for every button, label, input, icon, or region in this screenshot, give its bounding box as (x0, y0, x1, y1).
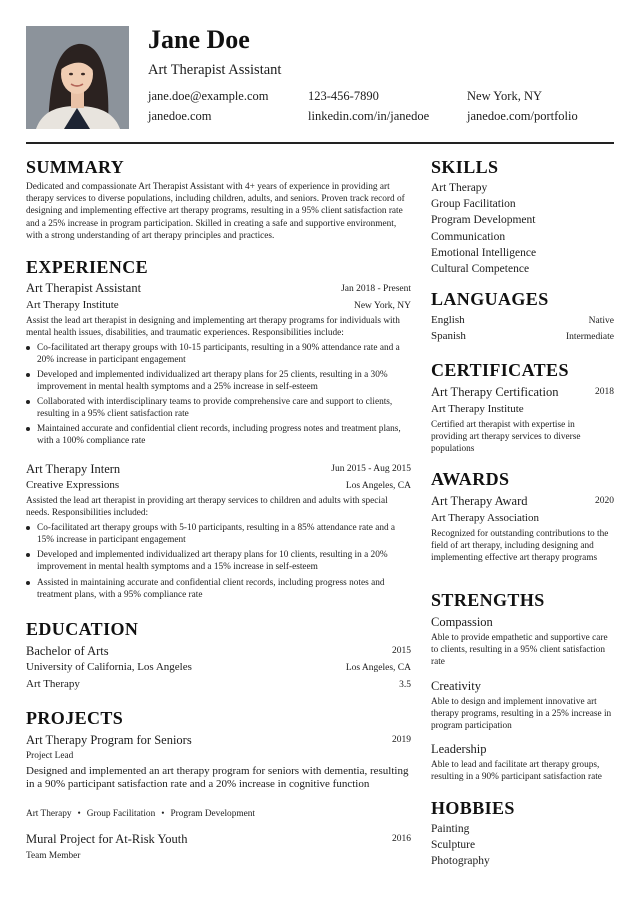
skill-item: Communication (431, 230, 506, 243)
bullet-dot-icon (26, 400, 30, 404)
bullet-dot-icon (26, 553, 30, 557)
tag-separator: • (161, 809, 165, 819)
degree-text: Bachelor of Arts (26, 644, 109, 658)
phone-text: 123-456-7890 (308, 89, 379, 103)
project-role: Team Member (26, 851, 81, 861)
job-dates: Jan 2018 - Present (341, 284, 411, 294)
project-description: Designed and implemented an art therapy program for seniors with dementia, resulting in a 90% participant satisfaction rate and a 20% increase in cognitive function (26, 765, 409, 790)
job-location: New York, NY (353, 301, 411, 311)
award-title: Art Therapy Award (431, 494, 528, 508)
candidate-title: Art Therapist Assistant (148, 62, 282, 78)
linkedin-link[interactable]: linkedin.com/in/janedoe (308, 109, 430, 123)
strength-description: Able to design and implement innovative art therapy programs, resulting in a 25% increase in program participation (431, 697, 612, 732)
hobby-item: Painting (431, 823, 470, 835)
education-heading: EDUCATION (26, 619, 139, 639)
job-title: Art Therapy Intern (26, 462, 121, 476)
certificate-title: Art Therapy Certification (431, 385, 559, 399)
location-text: New York, NY (467, 89, 543, 103)
strength-description: Able to provide empathetic and supportive care to clients, resulting in a 95% client satisfaction rate (431, 633, 608, 668)
summary-text: Dedicated and compassionate Art Therapist Assistant with 4+ years of experience in providing art therapy services to diverse populations, including children, adults, and seniors. Proven track record of designing and implementing effective art therapy programs, resulting in a 95% client satisfaction rate and a 25% increase in program participation. Skilled in creating a safe and supportive environment, with a strong understanding of art therapy principles and practices. (26, 182, 405, 241)
skills-heading: SKILLS (431, 157, 499, 177)
project-tags (26, 808, 255, 820)
strengths-heading: STRENGTHS (431, 590, 545, 610)
project-tag: Program Development (170, 809, 255, 819)
language-name: Spanish (431, 330, 466, 342)
job-location: Los Angeles, CA (345, 481, 411, 491)
strength-title: Compassion (431, 615, 493, 629)
certificates-heading: CERTIFICATES (431, 360, 569, 380)
hobbies-heading: HOBBIES (431, 798, 515, 818)
certificate-year: 2018 (595, 387, 614, 397)
job-dates: Jun 2015 - Aug 2015 (331, 464, 411, 474)
profile-photo (26, 26, 129, 129)
summary-heading: SUMMARY (26, 157, 125, 177)
awards-heading: AWARDS (431, 469, 510, 489)
skills-list (431, 180, 536, 277)
graduation-year: 2015 (392, 646, 411, 656)
website-link[interactable]: janedoe.com (148, 109, 212, 123)
bullet-dot-icon (26, 526, 30, 530)
language-level: Intermediate (565, 332, 614, 342)
skill-item: Group Facilitation (431, 198, 516, 211)
project-year: 2016 (392, 834, 411, 844)
school-name: University of California, Los Angeles (26, 661, 192, 673)
project-year: 2019 (392, 735, 411, 745)
job-organization: Creative Expressions (26, 479, 120, 491)
language-name: English (431, 314, 465, 326)
field-of-study: Art Therapy (26, 678, 80, 690)
projects-heading: PROJECTS (26, 708, 124, 728)
strength-title: Leadership (431, 742, 487, 756)
skill-item: Art Therapy (431, 182, 488, 194)
bullet-dot-icon (26, 427, 30, 431)
hobby-item: Photography (431, 855, 490, 868)
bullet-dot-icon (26, 373, 30, 377)
certificate-issuer: Art Therapy Institute (431, 403, 524, 415)
gpa-value: 3.5 (399, 680, 411, 690)
candidate-name: Jane Doe (148, 25, 250, 54)
language-level: Native (588, 316, 614, 326)
experience-heading: EXPERIENCE (26, 257, 149, 277)
certificate-description: Certified art therapist with expertise in providing art therapy services to diverse populations (431, 420, 581, 455)
project-title: Mural Project for At-Risk Youth (26, 832, 188, 846)
skill-item: Program Development (431, 214, 536, 227)
portrait-image (26, 26, 129, 129)
hobby-item: Sculpture (431, 839, 476, 852)
award-year: 2020 (595, 496, 614, 506)
job-organization: Art Therapy Institute (26, 299, 119, 311)
email-link[interactable]: jane.doe@example.com (148, 89, 269, 103)
languages-heading: LANGUAGES (431, 289, 549, 309)
tag-separator: • (77, 809, 81, 819)
strength-title: Creativity (431, 679, 481, 693)
project-role: Project Lead (26, 751, 74, 761)
job-title: Art Therapist Assistant (26, 281, 142, 295)
school-location: Los Angeles, CA (345, 663, 411, 673)
strength-description: Able to lead and facilitate art therapy groups, resulting in a 90% participant satisfaction rate (431, 760, 602, 783)
bullet-dot-icon (26, 346, 30, 350)
bullet-dot-icon (26, 581, 30, 585)
portfolio-link[interactable]: janedoe.com/portfolio (467, 109, 578, 123)
award-issuer: Art Therapy Association (431, 512, 539, 524)
award-description: Recognized for outstanding contributions to the field of art therapy, including designing and implementing effective art therapy programs (431, 529, 609, 564)
header-divider (26, 142, 614, 144)
skill-item: Cultural Competence (431, 263, 530, 276)
job-description: Assist the lead art therapist in designing and implementing art therapy programs for individuals with mental health issues, disabilities, and traumatic experiences. Responsibilities include: (26, 316, 400, 339)
project-tag: Group Facilitation (86, 809, 156, 819)
skill-item: Emotional Intelligence (431, 246, 537, 259)
project-title: Art Therapy Program for Seniors (26, 733, 192, 747)
job-description: Assisted the lead art therapist in providing art therapy services to children and adults with special needs. Responsibilities included: (26, 496, 388, 519)
project-tag: Art Therapy (26, 809, 72, 819)
hobbies-list (431, 821, 490, 870)
